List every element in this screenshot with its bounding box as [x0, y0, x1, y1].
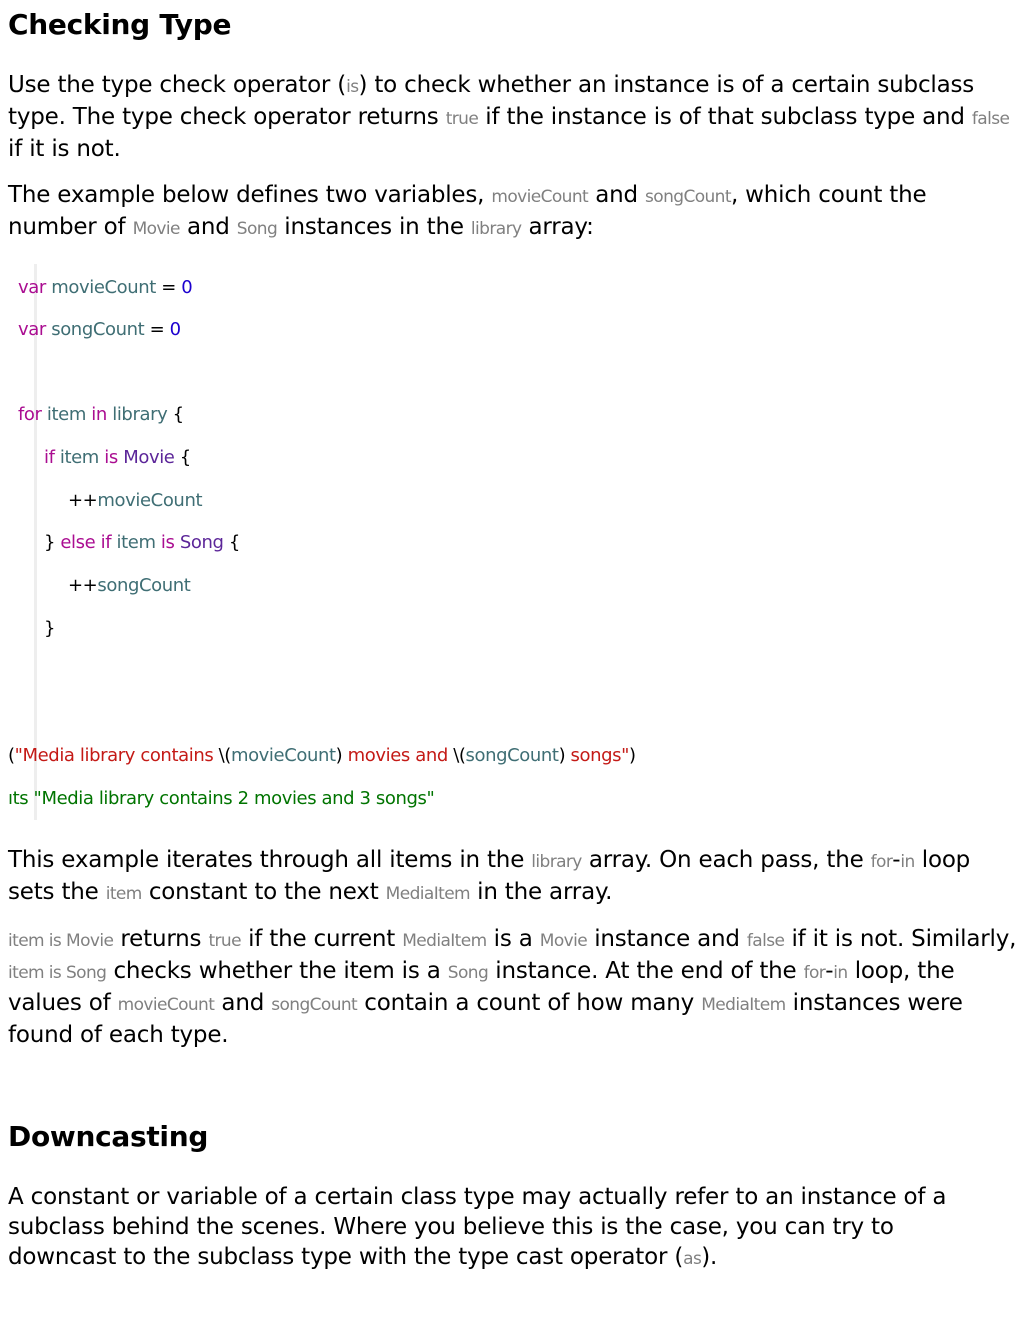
inline-code: library [470, 219, 522, 239]
inline-code: true [445, 109, 479, 129]
inline-code: as [683, 1249, 702, 1269]
inline-code: Movie [539, 931, 588, 951]
inline-code: MediaItem [385, 884, 471, 904]
paragraph-iteration-explained: This example iterates through all items in the library array. On each pass, the for-in loop sets the item constant to the next MediaItem in the array. [8, 847, 971, 905]
inline-code: for [803, 963, 826, 983]
code-line: ++movieCount [68, 490, 203, 511]
inline-code: MediaItem [701, 995, 786, 1015]
inline-code: is [346, 77, 359, 97]
inline-code: Movie [132, 219, 180, 239]
inline-code: in [900, 852, 915, 872]
inline-code: item is Song [8, 963, 107, 983]
code-line: ("Media library contains \(movieCount) movies and \(songCount) songs") [8, 745, 636, 766]
inline-code: movieCount [117, 995, 215, 1015]
inline-code: MediaItem [402, 931, 487, 951]
inline-code: true [208, 931, 241, 951]
inline-code: movieCount [491, 187, 589, 207]
code-line: ++songCount [68, 575, 191, 596]
inline-code: songCount [271, 995, 358, 1015]
code-line: var movieCount = 0 [18, 277, 193, 298]
code-line: var songCount = 0 [18, 319, 181, 340]
inline-code: in [833, 963, 848, 983]
code-line: if item is Movie { [44, 447, 191, 468]
code-block [8, 264, 1018, 820]
inline-code: false [971, 109, 1010, 129]
heading-checking-type: Checking Type [8, 8, 232, 41]
inline-code: Song [447, 963, 489, 983]
paragraph-type-check-intro: Use the type check operator (is) to check whether an instance is of a certain subclass type. The type check operator returns true if the instance is of that subclass type and false if it is not. [8, 72, 1010, 162]
inline-code: songCount [645, 187, 731, 207]
paragraph-example-intro: The example below defines two variables, movieCount and songCount, which count the number of Movie and Song instances in the library array: [8, 182, 927, 240]
paragraph-downcasting-intro: A constant or variable of a certain class type may actually refer to an instance of a subclass behind the scenes. Where you believe this is the case, you can try to downcast to the subclass type with the type cast operator (as). [8, 1184, 947, 1270]
paragraph-type-check-results: item is Movie returns true if the current MediaItem is a Movie instance and false if it is not. Similarly, item is Song checks whether the item is a Song instance. At the end of the for-in loop, the values of movieCount and songCount contain a count of how many MediaItem instances were found of each type. [8, 926, 1017, 1048]
inline-code: Song [236, 219, 278, 239]
code-line: } else if item is Song { [44, 532, 240, 553]
code-comment-line: ıts "Media library contains 2 movies and 3 songs" [8, 788, 435, 809]
inline-code: item [105, 884, 142, 904]
inline-code: false [746, 931, 785, 951]
code-line: for item in library { [18, 404, 184, 425]
heading-downcasting: Downcasting [8, 1120, 209, 1153]
inline-code: item is Movie [8, 931, 114, 951]
code-block-margin-bar [34, 264, 37, 820]
inline-code: library [531, 852, 582, 872]
code-line: } [44, 618, 56, 639]
inline-code: for [870, 852, 893, 872]
